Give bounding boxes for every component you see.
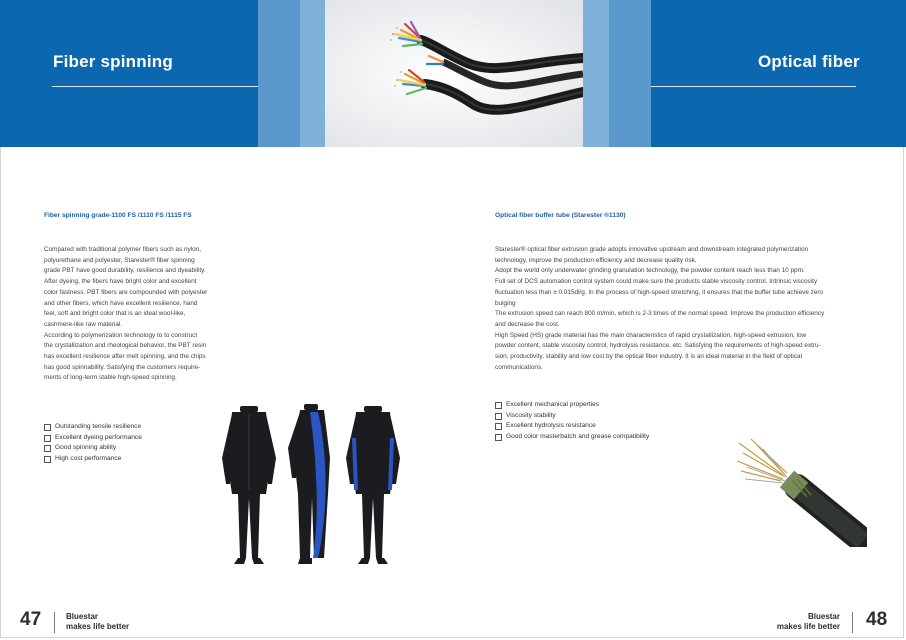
fiber-cable-illustration [325,0,583,147]
feature-item [495,421,649,432]
checkbox-icon [44,435,51,442]
feature-item [44,422,142,433]
feature-label: Good spinning ability [55,444,117,452]
checkbox-icon [44,456,51,463]
feature-label: Excellent hydrolysis resistance [506,422,596,430]
left-page-number: 47 [20,609,42,630]
feature-label: Excellent dyeing performance [55,433,142,441]
right-paragraph-line: Adopt the world only underwater grinding granulation technology, the powder content reach less than 10 ppm. [495,267,805,275]
right-paragraph-line: and decrease the cost. [495,320,560,328]
right-body-paragraph [495,245,865,373]
brand-name: Bluestar [807,612,840,621]
checkbox-icon [44,424,51,431]
left-paragraph-line: has good spinnability. Satisfying the customers require- [44,363,201,371]
right-header-rule [651,86,856,87]
right-paragraph-line: Starester® optical fiber extrusion grade adopts innovative upstream and downstream integrated polymerization [495,246,809,253]
right-paragraph-line: High Speed (HS) grade material has the main characteristics of rapid crystallization, high-speed extrusion, low [495,331,807,339]
header-band-left-mid [300,0,325,147]
feature-item [495,411,649,422]
feature-label: Good color masterbatch and grease compatibility [506,433,650,441]
feature-label: Outstanding tensile resilience [55,423,142,430]
left-section-title: Fiber spinning grade-1100 FS /1110 FS /1115 FS [44,212,192,219]
checkbox-icon [44,445,51,452]
left-paragraph-line: has excellent resilience after melt spinning, and the chips [44,353,206,361]
cable-hero-image [325,0,583,147]
brand-slogan: makes life better [66,622,130,631]
feature-item [44,433,142,444]
left-paragraph-line: According to polymerization technology to to construct [44,331,198,339]
right-feature-list [495,400,649,443]
left-brand [66,612,129,632]
feature-item [44,443,142,454]
right-paragraph-line: powder content, stable viscosity control, hydrolysis resistance, etc. Satisfying the requirements of high-speed extru- [495,342,821,350]
cable-photo [735,437,867,547]
feature-item [44,454,142,465]
feature-item [495,432,649,443]
left-paragraph-line: feel, soft and bright color that is an ideal wool-like, [44,310,186,318]
right-footer-divider [852,612,853,633]
left-paragraph-line: color fastness. PBT fibers are compounded with polyester [44,288,208,296]
right-section-title: Optical fiber buffer tube (Starester ®1130) [495,212,626,219]
header-banner [0,0,906,147]
fiber-cable-cross-section [735,437,867,547]
header-band-right-mid [583,0,609,147]
right-paragraph-line: technology, improve the production efficiency and decrease quality risk. [495,256,697,264]
header-band-left-light [258,0,300,147]
header-band-right-light [609,0,651,147]
checkbox-icon [495,423,502,430]
left-paragraph-line: polyurethane and polyester, Starester® fiber spinning [44,256,195,264]
right-paragraph-line: sion, productivity, stability and low cost by the optical fiber industry. It is an ideal material in the field of optical [495,353,803,361]
left-header-title: Fiber spinning [53,52,173,71]
brand-slogan: makes life better [776,622,840,631]
right-brand [762,612,840,632]
right-paragraph-line: bulging [495,299,516,307]
left-footer-divider [54,612,55,633]
right-paragraph-line: fluctuation less than ± 0.015dl/g. In the process of high-speed stretching, it ensures that the buffer tube achieve zero [495,288,824,296]
wetsuit-photo [200,398,430,580]
right-paragraph-line: communications. [495,363,543,371]
left-paragraph-line: and other fibers, which have excellent resilience, hand [44,299,198,307]
right-paragraph-line: The extrusion speed can reach 800 m/min, which is 2-3 times of the normal speed. Improve the production efficiency [495,310,825,318]
wetsuit-illustration [200,398,430,580]
checkbox-icon [495,434,502,441]
right-paragraph-line: Full set of DCS automation control system could make sure the products stable viscosity control. Intrinsic viscosity [495,278,818,286]
feature-item [495,400,649,411]
left-paragraph-line: ments of long-term stable high-speed spinning. [44,374,177,382]
checkbox-icon [495,402,502,409]
right-header-title: Optical fiber [758,52,860,71]
left-paragraph-line: grade PBT have good durability, resilience and dyeability. [44,267,206,275]
right-page-number: 48 [866,609,888,630]
feature-label: High cost performance [55,455,122,463]
left-feature-list [44,422,142,465]
feature-label: Excellent mechanical properties [506,401,600,408]
left-header-rule [52,86,258,87]
brand-name: Bluestar [66,612,99,621]
left-paragraph-line: After dyeing, the fibers have bright color and excellent [44,278,197,286]
left-paragraph-line: the crystallization and rheological behavior, the PBT resin [44,342,207,350]
feature-label: Viscosity stability [506,411,556,419]
left-body-paragraph [44,245,227,384]
checkbox-icon [495,413,502,420]
left-paragraph-line: Compared with traditional polymer fibers such as nylon, [44,246,201,253]
left-paragraph-line: cashmere-like raw material. [44,320,123,328]
